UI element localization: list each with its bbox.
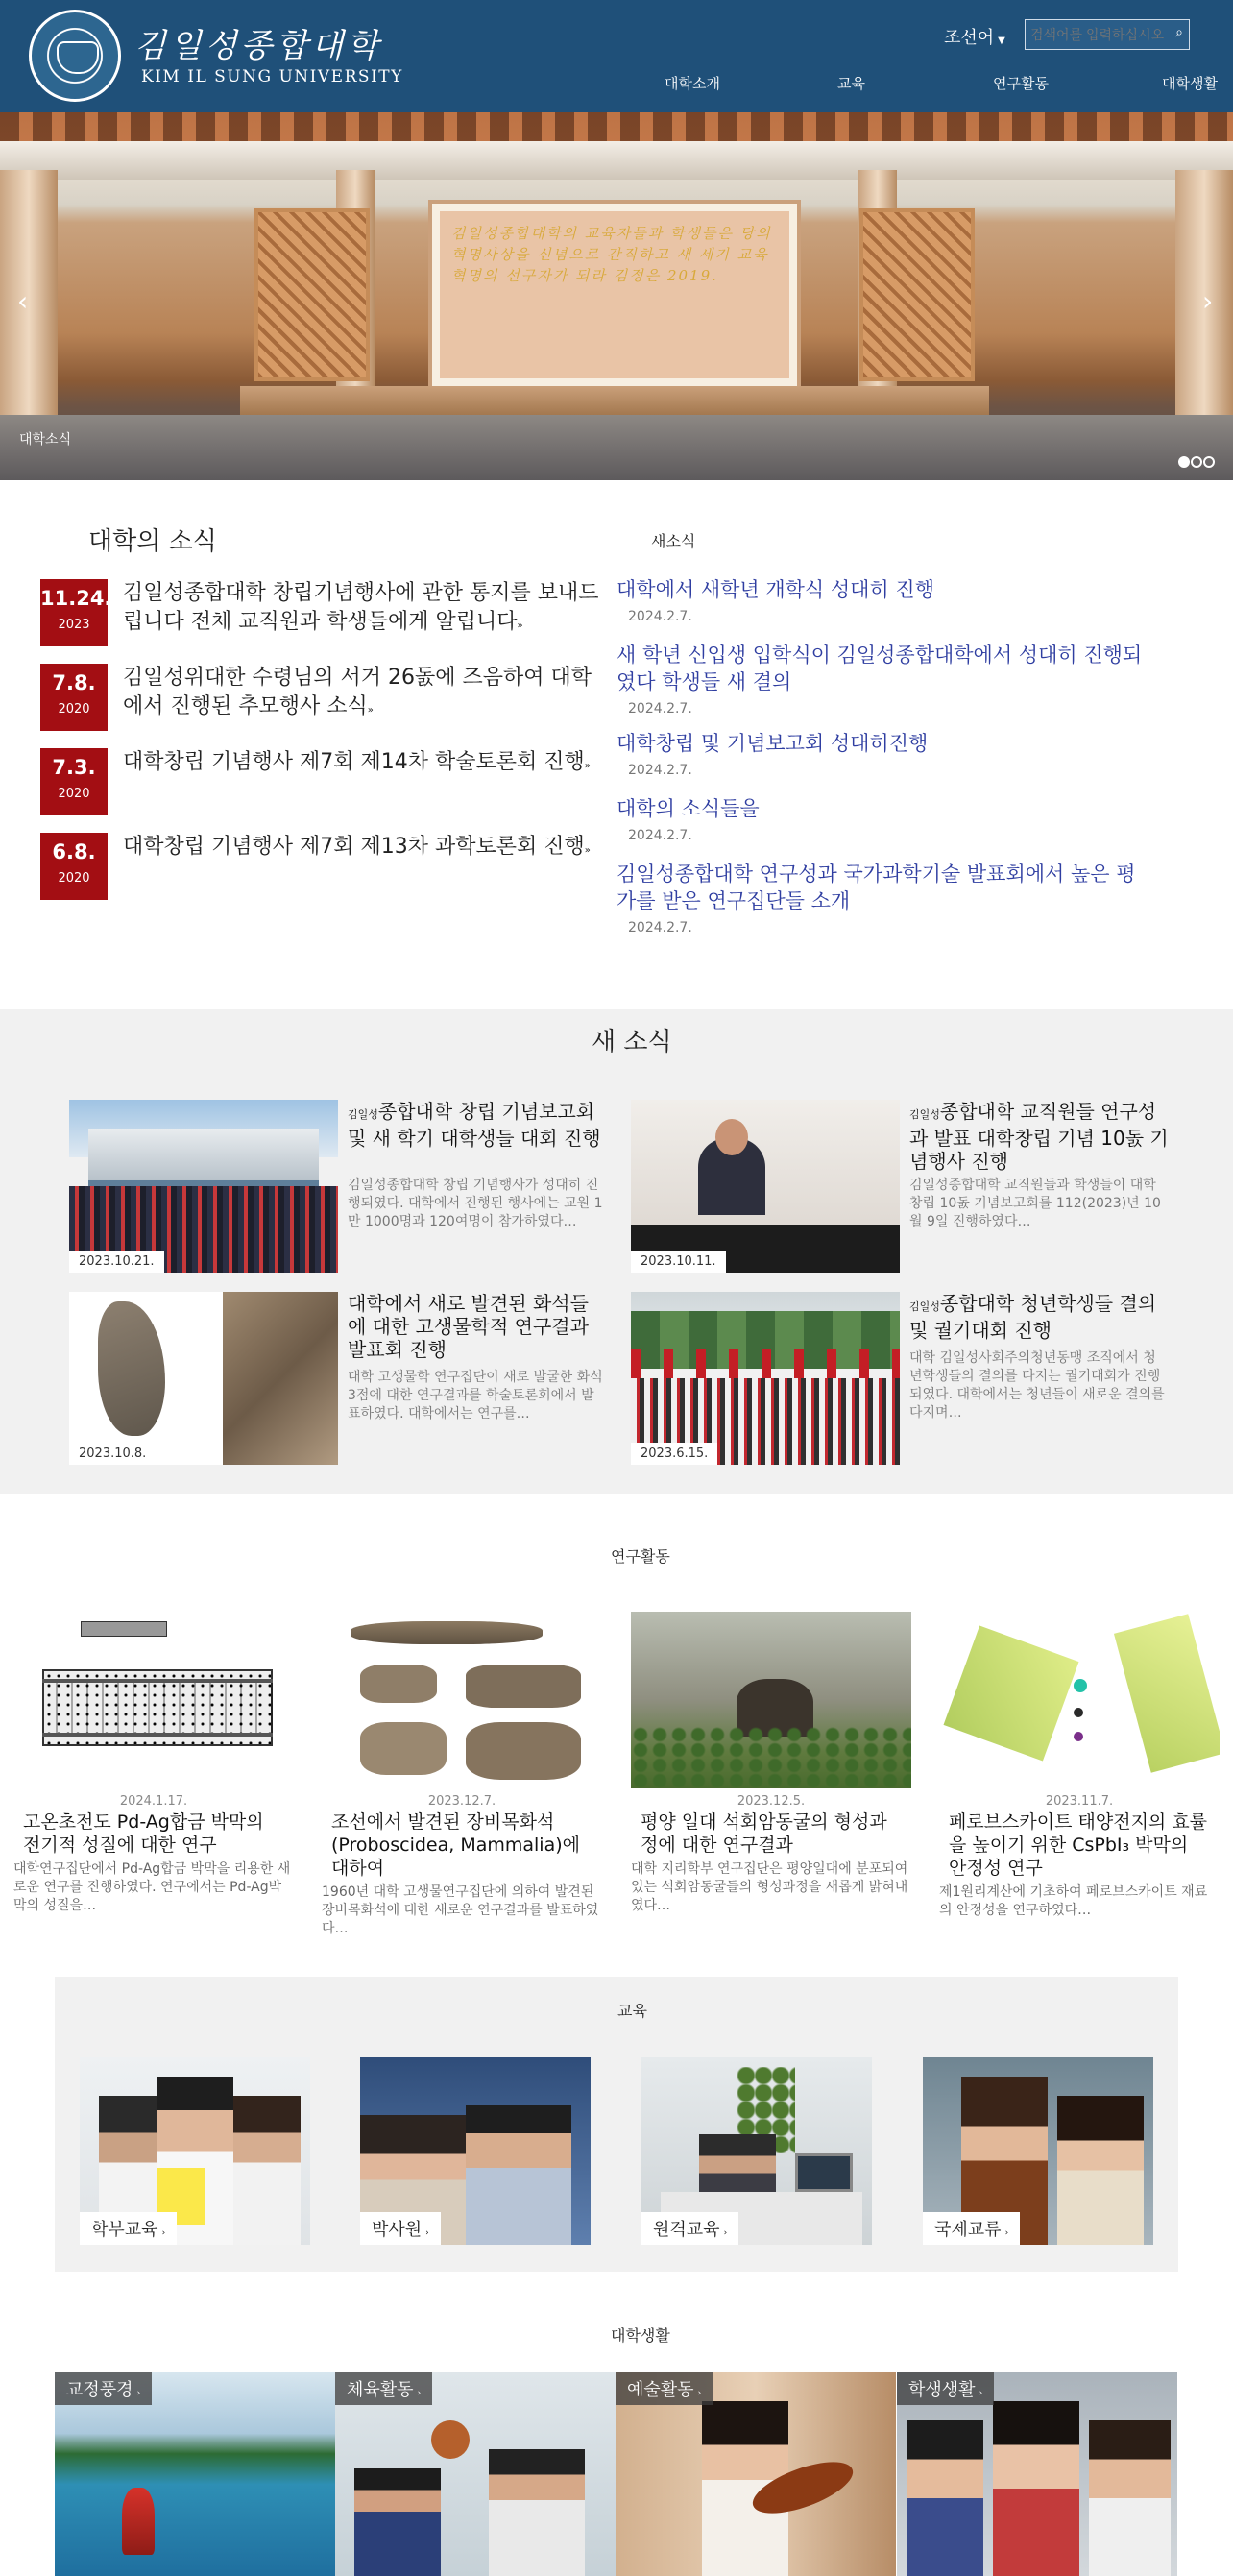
card-image[interactable] — [69, 1100, 338, 1273]
hero-slider[interactable] — [0, 112, 1233, 480]
hero-lattice — [859, 208, 975, 381]
research-title[interactable]: 페로브스카이트 태양전지의 효률을 높이기 위한 CsPbI₃ 박막의 안정성 연구 — [949, 1811, 1208, 1879]
notice-body: 대학창립 기념행사 제7회 제14차 학술토론회 진행 — [123, 750, 585, 774]
logo-calligraphy[interactable]: 김일성종합대학 — [134, 27, 382, 65]
card-title[interactable] — [909, 1100, 1169, 1173]
education-label — [641, 2212, 738, 2245]
campus-label — [335, 2372, 432, 2405]
hero-next-arrow-icon[interactable]: › — [1202, 285, 1214, 317]
logo-text[interactable]: KIM IL SUNG UNIVERSITY — [141, 67, 403, 86]
research-card[interactable] — [322, 1612, 602, 1938]
chevron-right-icon: › — [723, 2228, 728, 2238]
chevron-right-icon: › — [136, 2389, 141, 2398]
research-image[interactable] — [939, 1612, 1220, 1788]
hero-caption: 대학소식 — [19, 432, 72, 448]
card-title-prefix: 김일성 — [348, 1108, 378, 1121]
hero-pillar — [0, 170, 58, 420]
featured-card[interactable] — [631, 1292, 1178, 1465]
chevron-right-icon: › — [161, 2228, 166, 2238]
notice-text — [123, 748, 603, 781]
nav-student-life[interactable]: 대학생활 — [1162, 75, 1218, 92]
card-image[interactable] — [69, 1292, 338, 1465]
notice-body: 위대한 수령님의 서거 26돐에 즈음하여 대학에서 진행된 추모행사 소식 — [123, 666, 592, 718]
campus-title: 대학생활 — [611, 2326, 670, 2345]
news-date: 2024.2.7. — [628, 609, 692, 624]
campus-card[interactable] — [616, 2372, 896, 2576]
card-date: 2023.10.8. — [69, 1443, 156, 1465]
card-title-prefix: 김일성 — [909, 1300, 940, 1313]
card-title-text: 종합대학 교직원들 연구성과 발표 대학창립 기념 10돐 기념행사 진행 — [909, 1100, 1169, 1173]
slide-dot[interactable] — [1203, 456, 1215, 468]
more-icon: » — [584, 761, 591, 771]
education-card[interactable] — [80, 2057, 310, 2245]
campus-label-text: 체육활동 — [347, 2380, 414, 2400]
slide-dot[interactable] — [1191, 456, 1202, 468]
hero-floor — [0, 415, 1233, 480]
research-image[interactable] — [631, 1612, 911, 1788]
search-box — [1025, 19, 1190, 50]
education-label — [80, 2212, 177, 2245]
research-date: 2023.11.7. — [1045, 1794, 1114, 1809]
card-title[interactable]: 대학에서 새로 발견된 화석들에 대한 고생물학적 연구결과 발표회 진행 — [348, 1292, 589, 1361]
campus-label-text: 학생생활 — [908, 2380, 976, 2400]
notice-text — [123, 833, 603, 865]
education-label-text: 학부교육 — [91, 2220, 158, 2240]
news-title: 새소식 — [651, 532, 696, 550]
badge-year: 2020 — [58, 871, 90, 886]
card-title[interactable] — [348, 1100, 607, 1150]
research-image[interactable] — [322, 1612, 602, 1788]
nav-education[interactable]: 교육 — [837, 75, 865, 92]
notice-prefix: 김일성 — [123, 581, 184, 605]
badge-year: 2020 — [58, 787, 90, 801]
featured-card[interactable] — [631, 1100, 1178, 1273]
badge-year: 2023 — [58, 618, 90, 632]
education-label — [923, 2212, 1020, 2245]
card-image[interactable] — [631, 1292, 900, 1465]
news-item[interactable] — [616, 795, 1154, 843]
date-badge — [40, 664, 108, 731]
more-icon: » — [517, 620, 523, 631]
badge-day: 7.8. — [52, 671, 96, 694]
campus-card[interactable] — [55, 2372, 335, 2576]
research-image[interactable] — [13, 1612, 294, 1788]
card-desc: 대학 고생물학 연구집단이 새로 발굴한 화석 3점에 대한 연구결과를 학술토론회에서 발표하였다. 대학에서는 연구를… — [348, 1370, 603, 1422]
card-date: 2023.10.11. — [631, 1251, 726, 1273]
language-selector[interactable] — [944, 24, 1005, 49]
education-card[interactable] — [641, 2057, 872, 2245]
more-icon: » — [584, 845, 591, 856]
research-date: 2023.12.5. — [737, 1794, 806, 1809]
education-label — [360, 2212, 441, 2245]
research-desc: 대학연구집단에서 Pd-Ag합금 박막을 리용한 새로운 연구를 진행하였다. 연구에서는 Pd-Ag박막의 성질을… — [13, 1861, 291, 1913]
education-label-text: 국제교류 — [934, 2220, 1002, 2240]
education-card[interactable] — [360, 2057, 591, 2245]
more-icon: » — [367, 705, 374, 716]
research-desc: 대학 지리학부 연구집단은 평양일대에 분포되여있는 석회암동굴들의 형성과정을 새롭게 밝혀내였다… — [631, 1861, 908, 1913]
news-link[interactable]: 대학창립 및 기념보고회 성대히진행 — [616, 732, 929, 755]
card-title-text: 종합대학 청년학생들 결의 및 궐기대회 진행 — [909, 1292, 1157, 1342]
caret-down-icon: ▼ — [998, 36, 1005, 46]
news-link[interactable]: 대학의 소식들을 — [616, 797, 760, 820]
research-desc: 1960년 대학 고생물연구집단에 의하여 발견된 장비목화석에 대한 새로운 연구결과를 발표하였다… — [322, 1884, 599, 1936]
featured-title: 새 소식 — [592, 1028, 672, 1057]
campus-label — [616, 2372, 713, 2405]
campus-label-text: 교정풍경 — [66, 2380, 133, 2400]
university-seal-logo[interactable] — [29, 10, 121, 102]
notice-prefix: 김일성 — [123, 666, 184, 690]
news-item[interactable] — [616, 642, 1154, 717]
notices-title: 대학의 소식 — [88, 527, 217, 556]
campus-label — [897, 2372, 994, 2405]
chevron-right-icon: › — [417, 2389, 422, 2398]
card-title-prefix: 김일성 — [909, 1108, 940, 1121]
chevron-right-icon: › — [979, 2389, 983, 2398]
campus-card[interactable] — [335, 2372, 616, 2576]
featured-card[interactable] — [69, 1100, 616, 1273]
notice-text — [123, 579, 603, 641]
research-title[interactable]: 조선에서 발견된 장비목화석 (Proboscidea, Mammalia)에 대하여 — [331, 1811, 580, 1879]
search-icon[interactable]: ⌕ — [1175, 25, 1183, 40]
hero-beam — [0, 141, 1233, 180]
news-date: 2024.2.7. — [628, 763, 692, 778]
badge-day: 6.8. — [52, 840, 96, 863]
research-title[interactable]: 평양 일대 석회암동굴의 형성과정에 대한 연구결과 — [641, 1811, 887, 1856]
card-title[interactable] — [909, 1292, 1169, 1342]
education-label-text: 원격교육 — [653, 2220, 720, 2240]
slide-dot-active[interactable] — [1178, 456, 1190, 468]
news-item[interactable] — [616, 730, 1154, 778]
hero-inscription: 김일성종합대학의 교육자들과 학생들은 당의 혁명사상을 신념으로 간직하고 새 세기 교육혁명의 선구자가 되라 김정은 2019. — [451, 225, 772, 284]
news-link[interactable]: 김일성종합대학 연구성과 국가과학기술 발표회에서 높은 평가를 받은 연구집단들 소개 — [616, 863, 1136, 912]
news-date: 2024.2.7. — [628, 701, 692, 717]
card-image[interactable] — [631, 1100, 900, 1273]
badge-day: 7.3. — [52, 756, 96, 779]
news-link[interactable]: 새 학년 신입생 입학식이 김일성종합대학에서 성대히 진행되였다 학생들 새 결의 — [616, 644, 1143, 693]
nav-research[interactable]: 연구활동 — [993, 75, 1049, 92]
notice-body: 종합대학 창립기념행사에 관한 통지를 보내드립니다 전체 교직원과 학생들에게 알립니다 — [123, 581, 599, 634]
date-badge — [40, 748, 108, 815]
card-desc: 대학 김일성사회주의청년동맹 조직에서 청년학생들의 결의를 다지는 궐기대회가 진행되였다. 대학에서는 청년들이 새로운 결의를 다지며… — [909, 1350, 1165, 1421]
news-item[interactable] — [616, 861, 1154, 936]
chevron-right-icon: › — [697, 2389, 702, 2398]
hero-lattice — [254, 208, 370, 381]
campus-label-text: 예술활동 — [627, 2380, 694, 2400]
card-desc: 김일성종합대학 교직원들과 학생들이 대학창립 10돐 기념보고회를 112(2023)년 10월 9일 진행하였다… — [909, 1178, 1161, 1229]
campus-card[interactable] — [897, 2372, 1177, 2576]
card-date: 2023.10.21. — [69, 1251, 164, 1273]
date-badge — [40, 833, 108, 900]
research-card[interactable] — [631, 1612, 911, 1915]
news-item[interactable] — [616, 576, 1154, 624]
card-date: 2023.6.15. — [631, 1443, 717, 1465]
language-label: 조선어 — [944, 28, 995, 48]
news-date: 2024.2.7. — [628, 828, 692, 843]
card-title-text: 종합대학 창립 기념보고회 및 새 학기 대학생들 대회 진행 — [348, 1100, 601, 1150]
badge-year: 2020 — [58, 702, 90, 717]
site-header — [0, 0, 1233, 112]
date-badge — [40, 579, 112, 646]
hero-pagination — [1177, 453, 1215, 472]
research-card[interactable] — [939, 1612, 1220, 1920]
nav-about[interactable]: 대학소개 — [665, 75, 720, 92]
research-card[interactable] — [13, 1612, 294, 1915]
card-desc: 김일성종합대학 창립 기념행사가 성대히 진행되였다. 대학에서 진행된 행사에는 교원 1만 1000명과 120여명이 참가하였다… — [348, 1178, 603, 1229]
research-title[interactable]: 고온초전도 Pd-Ag합금 박막의 전기적 성질에 대한 연구 — [23, 1811, 264, 1856]
featured-card[interactable] — [69, 1292, 616, 1465]
notice-body: 대학창립 기념행사 제7회 제13차 과학토론회 진행 — [123, 835, 585, 859]
education-card[interactable] — [923, 2057, 1153, 2245]
news-date: 2024.2.7. — [628, 920, 692, 936]
search-input[interactable] — [1030, 25, 1165, 44]
hero-prev-arrow-icon[interactable]: ‹ — [17, 285, 29, 317]
chevron-right-icon: › — [425, 2228, 429, 2238]
campus-label — [55, 2372, 152, 2405]
hero-step — [240, 386, 989, 415]
research-desc: 제1원리계산에 기초하여 페로브스카이트 재료의 안정성을 연구하였다… — [939, 1884, 1208, 1918]
education-title: 교육 — [617, 2002, 647, 2020]
research-date: 2024.1.17. — [119, 1794, 188, 1809]
research-title: 연구활동 — [611, 1547, 670, 1566]
chevron-right-icon: › — [1004, 2228, 1009, 2238]
education-label-text: 박사원 — [372, 2220, 423, 2240]
research-date: 2023.12.7. — [427, 1794, 496, 1809]
badge-day: 11.24. — [40, 587, 112, 610]
news-link[interactable]: 대학에서 새학년 개학식 성대히 진행 — [616, 578, 934, 601]
notice-text — [123, 664, 603, 725]
